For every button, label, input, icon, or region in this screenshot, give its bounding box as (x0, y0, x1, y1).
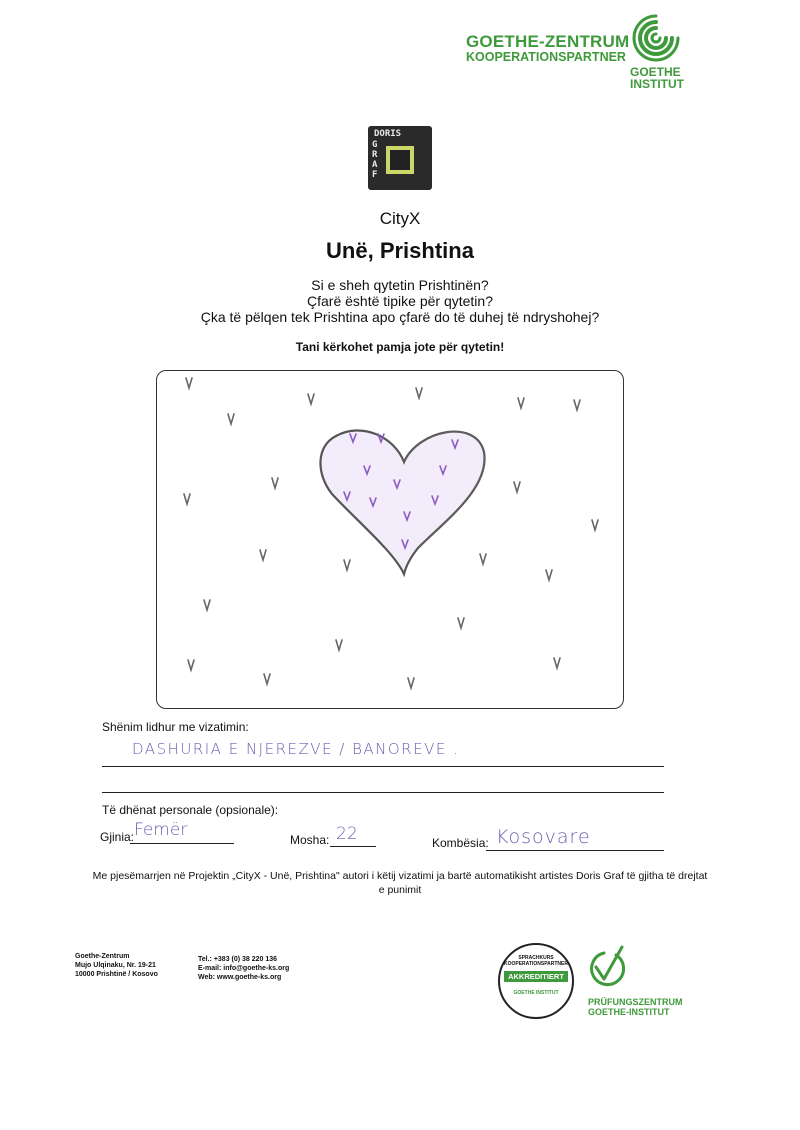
age-value[interactable]: 22 (336, 824, 358, 844)
akkreditiert-seal: SPRACHKURS KOOPERATIONSPARTNER AKKREDITIERT GOETHE INSTITUT (498, 943, 574, 1019)
doris-graf-logo: DORIS G R A F (368, 126, 432, 190)
page-title: Unë, Prishtina (326, 238, 474, 263)
note-line-2 (102, 792, 664, 793)
pruefungszentrum-label: PRÜFUNGSZENTRUM GOETHE-INSTITUT (588, 997, 683, 1017)
footer-address: Goethe-Zentrum Mujo Ulqinaku, Nr. 19-21 10000 Prishtinë / Kosovo (75, 953, 158, 978)
note-label: Shënim lidhur me vizatimin: (102, 720, 249, 734)
goethe-zentrum-title: GOETHE-ZENTRUM (466, 32, 630, 51)
personal-data-label: Të dhënat personale (opsionale): (102, 803, 279, 817)
nationality-label: Kombësia: (432, 836, 489, 850)
nationality-line (486, 850, 664, 851)
gender-value[interactable]: Femër (134, 820, 188, 840)
age-label: Mosha: (290, 833, 330, 847)
note-value[interactable]: DASHURIA E NJEREZVE / BANOREVE . (132, 740, 460, 758)
heart-shape (320, 430, 484, 574)
nationality-value[interactable]: Kosovare (496, 826, 591, 848)
note-line-1 (102, 766, 664, 767)
disclaimer-text: Me pjesëmarrjen në Projektin „CityX - Unë, Prishtina" autori i këtij vizatimi ja bartë automatikisht artistes Doris Graf të gjitha të drejtat e punimit (92, 870, 708, 896)
kooperationspartner-label: KOOPERATIONSPARTNER (466, 50, 626, 64)
age-line (330, 846, 376, 847)
prompt-text: Tani kërkohet pamja jote për qytetin! (295, 340, 505, 354)
goethe-institut-text: GOETHE INSTITUT (630, 65, 684, 91)
question-2: Çfarë është tipike për qytetin? (307, 293, 493, 309)
question-3: Çka të pëlqen tek Prishtina apo çfarë do të duhej të ndryshohej? (200, 309, 600, 325)
question-1: Si e sheh qytetin Prishtinën? (311, 277, 489, 293)
checkmark-circle-icon (586, 945, 626, 989)
gender-line (130, 843, 234, 844)
gender-label: Gjinia: (100, 830, 135, 844)
cityx-title: CityX (379, 209, 421, 228)
footer-contact: Tel.: +383 (0) 38 220 136 E-mail: info@goethe-ks.org Web: www.goethe-ks.org (198, 956, 290, 981)
heart-drawing (156, 370, 624, 709)
goethe-institut-logo-icon (628, 14, 684, 64)
